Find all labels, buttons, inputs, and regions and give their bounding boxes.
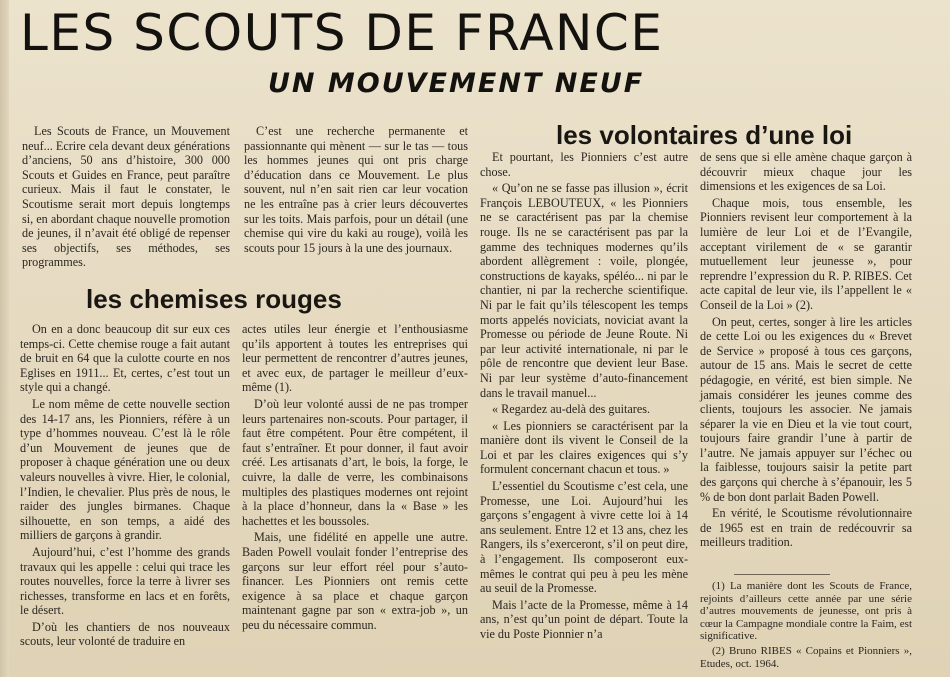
paragraph: On peut, certes, songer à lire les articles de cette Loi ou les exigences du « Brevet de Service » proposé à tous ces garçons, autour de 15 ans. Mais le secret de cette pédagogie, en vérité, est bien simple. Ne jamais considérer les jeunes comme des clients, toujours les associer. Ne jamais séparer la vie en Dieu et la vie tout court, toujours faire grandir l’une à partir de l’autre. Ne jamais appuyer sur l’échec ou la faiblesse, toujours saisir la petite part des garçons qui cherche à s’épanouir, les 5 % de bon dont parlait Baden Powell. [700, 314, 912, 504]
paragraph: Aujourd’hui, c’est l’homme des grands travaux qui les appelle : celui qui trace les routes nouvelles, force la terre à livrer ses richesses, transforme en lacs et en forêts, le désert. [20, 544, 230, 618]
paragraph: (1) La manière dont les Scouts de France, rejoints d’ailleurs cette année par une série d’autres mouvements de jeunesse, ont pris à cœur la Campagne mondiale contre la Faim, est significative. [700, 580, 912, 643]
paragraph: « Regardez au-delà des guitares. [492, 402, 651, 417]
paragraph: Les Scouts de France, un Mouvement neuf... Ecrire cela devant deux générations d’anciens, 50 ans d’histoire, 300 000 Scouts et Guides en France, peut paraître curieux. Mais il faut le constater, le Scoutisme serait mort depuis longtemps si, en abordant chaque nouvelle promotion de jeunes, il n’avait été obligé de repenser ses objectifs, ses méthodes, ses programmes. [22, 124, 230, 270]
column-1-intro [22, 124, 230, 272]
paragraph: Chaque mois, tous ensemble, les Pionniers revisent leur comportement à la lumière de leur Loi et de l’Evangile, acceptant virilement de « se garantir mutuellement leur jeunesse », pour reprendre l’expression du R. P. RIBES. Cet acte capital de leur vie, ils l’appellent le « Conseil de la Loi » (2). [700, 195, 912, 312]
footnote-rule [734, 574, 830, 575]
paragraph: Et pourtant, les Pionniers c’est autre chose. [480, 150, 688, 179]
column-3-body [480, 150, 688, 644]
paragraph: L’essentiel du Scoutisme c’est cela, une Promesse, une Loi. Aujourd’hui les garçons s’engagent à vivre cette loi à 14 ans seulement. Entre 12 et 13 ans, chez les Rangers, ils s’exerceront, s’il on peut dire, à l’engagement. Ils composeront eux-mêmes le contrat qui peu à peu les mène au seuil de la Promesse. [480, 479, 688, 596]
headline: LES SCOUTS DE FRANCE [20, 4, 664, 62]
paragraph: « Les pionniers se caractérisent par la manière dont ils vivent le Conseil de la Loi et par les claires exigences qui s’y formulent concernant chacun et tous. » [480, 418, 688, 477]
paragraph: D’où les chantiers de nos nouveaux scouts, leur volonté de traduire en [20, 619, 230, 649]
paragraph: En vérité, le Scoutisme révolutionnaire de 1965 est en train de redécouvrir sa meilleurs tradition. [700, 506, 912, 550]
heading-chemises-rouges: les chemises rouges [86, 284, 342, 314]
column-2-intro [244, 124, 468, 257]
column-2-body [242, 322, 468, 634]
paragraph: de sens que si elle amène chaque garçon à découvrir mieux chaque jour les dimensions et les exigences de sa Loi. [700, 150, 912, 194]
footnotes [700, 580, 912, 672]
paragraph: Mais l’acte de la Promesse, même à 14 ans, n’est qu’un point de départ. Toute la vie du Poste Pionnier n’a [480, 597, 688, 641]
column-1-body [20, 322, 230, 651]
paragraph: actes utiles leur énergie et l’enthousiasme qu’ils apportent à toutes les entreprises qui leur permettent de rencontrer d’autres jeunes, et avec eux, de partager le meilleur d’eux-même (1). [242, 322, 468, 395]
subheadline: UN MOUVEMENT NEUF [268, 68, 645, 99]
paragraph: Mais, une fidélité en appelle une autre. Baden Powell voulait fonder l’entreprise des garçons sur leur effort réel pour s’auto-financer. Les Pionniers ont remis cette exigence à sa place et chaque garçon maintenant gagne par son « extra-job », un peu du nécessaire commun. [242, 530, 468, 632]
paragraph: C’est une recherche permanente et passionnante qui mènent — sur le tas — tous les hommes jeunes qui ont pris charge d’éducation dans ce Mouvement. Le plus souvent, nul n’en sait rien car leur vocation ne les entraîne pas à crier leurs découvertes sur les toits. Mais parfois, pour un détail (une chemise qui vire du kaki au rouge), voilà les scouts pour 15 jours à la une des journaux. [244, 124, 468, 255]
column-4-body [700, 150, 912, 552]
paragraph: Le nom même de cette nouvelle section des 14-17 ans, les Pionniers, réfère à un type d’hommes nouveau. C’est là le rôle d’un Mouvement de jeunes que de proposer à chaque génération une ou deux valeurs nouvelles à vivre. Hier, le colonial, l’Indien, le chevalier. Plus près de nous, le raider des jungles birmanes. Chaque silhouette, en son temps, a aidé des milliers de garçons à grandir. [20, 396, 230, 543]
paragraph: On en a donc beaucoup dit sur eux ces temps-ci. Cette chemise rouge a fait autant de bruit en 64 que la culotte courte en nos Eglises en 1911... Et, certes, c’est tout un style qui a changé. [20, 322, 230, 395]
paragraph: (2) Bruno RIBES « Copains et Pionniers », Etudes, oct. 1964. [700, 644, 912, 670]
heading-volontaires: les volontaires d’une loi [556, 120, 853, 150]
page-fold-shadow [0, 0, 9, 677]
paragraph: D’où leur volonté aussi de ne pas tromper leurs partenaires non-scouts. Pour partager, il faut être compétent. Pour être compétent, il faut s’entraîner. Et pour donner, il faut avoir créé. Les artisanats d’art, le bois, la forge, le cuivre, la dalle de verre, les combinaisons multiples des plastiques modernes ont rejoint à la place d’honneur, dans la « Base » les hachettes et les boussoles. [242, 396, 468, 528]
paragraph: « Qu’on ne se fasse pas illusion », écrit François LEBOUTEUX, « les Pionniers ne se caractérisent pas par la chemise rouge. Ils ne se caractérisent pas par la gamme des techniques modernes qu’ils abordent allègrement : voile, plongée, constructions de kayaks, spéléo... ni par le chantier, ni par la recherche scientifique. Ni par le fait qu’ils télescopent les temps morts appelés noviciats, noviciat avant la Promesse ou période de Jeune Route. Ni par leur activité internationale, ni par le pôle de rencontre que devient leur Base. Ni par leur système d’auto-financement dans le travail manuel... [480, 181, 688, 400]
